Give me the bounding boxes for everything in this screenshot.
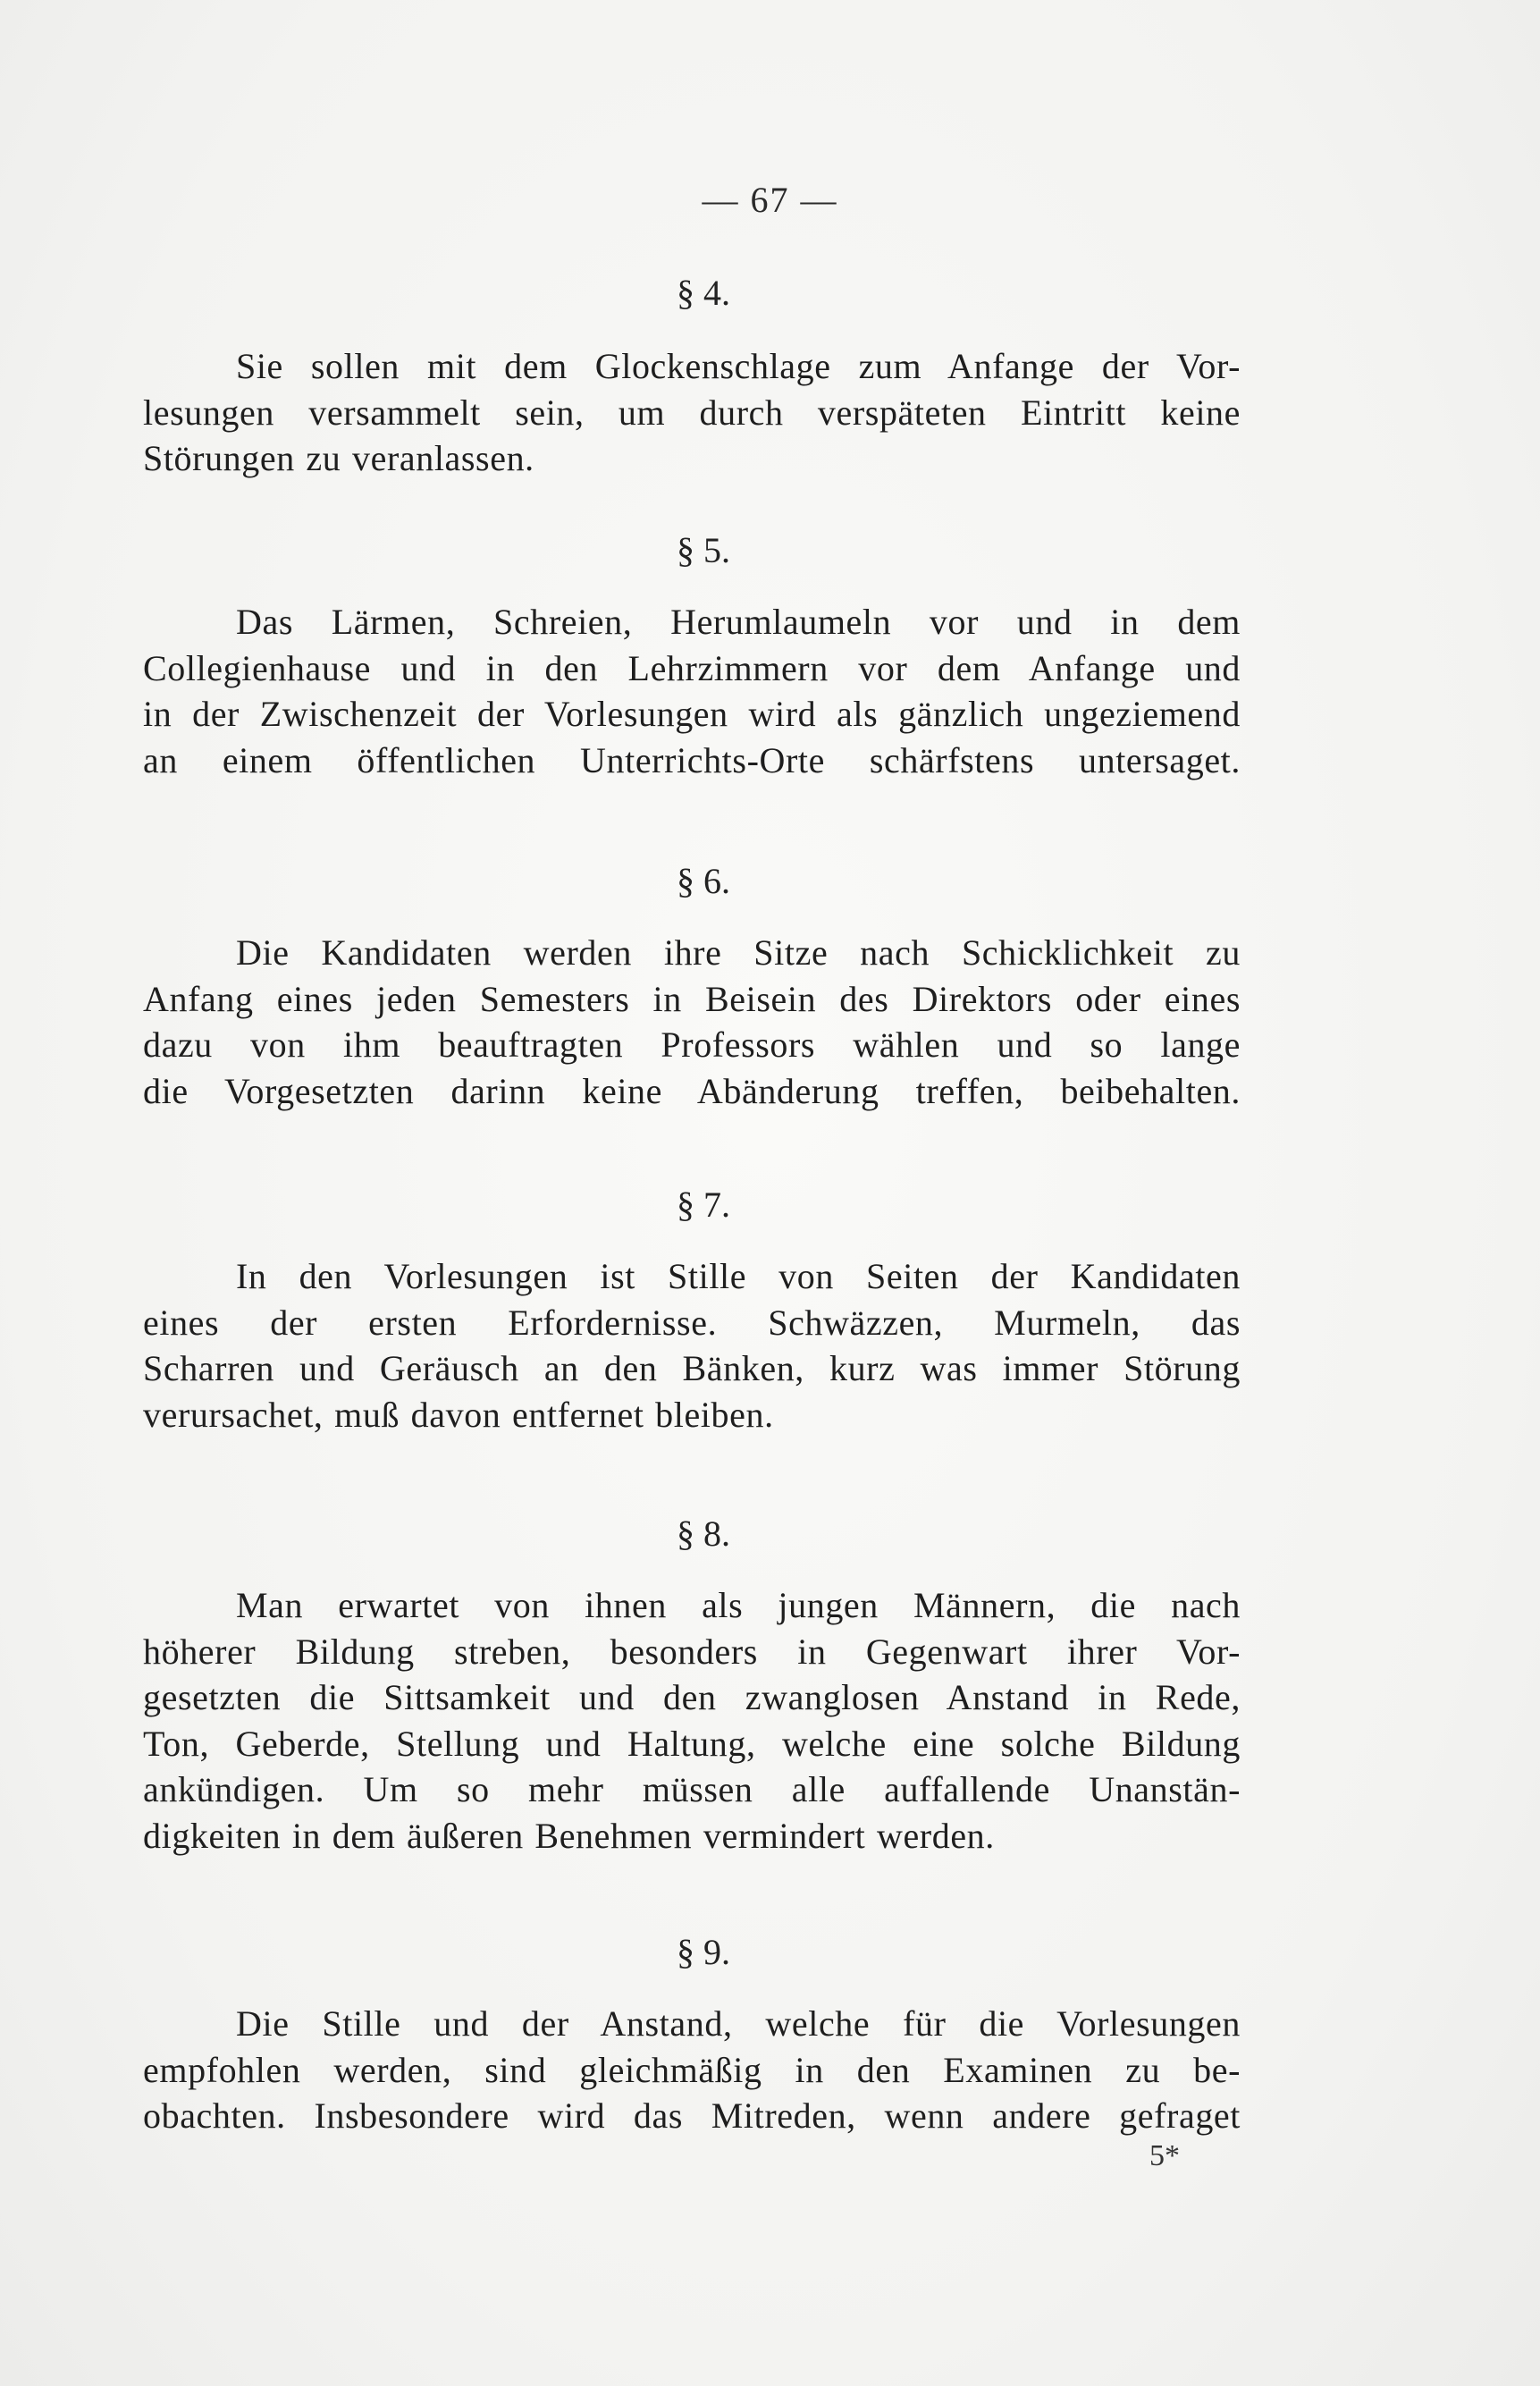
text-line: Man erwartet von ihnen als jungen Männern, die nach: [236, 1585, 1241, 1625]
text-line: höherer Bildung streben, besonders in Gegenwart ihrer Vor-: [143, 1631, 1241, 1672]
text-line: Sie sollen mit dem Glockenschlage zum Anfange der Vor-: [236, 346, 1241, 386]
section-4: [143, 268, 1241, 482]
text-line: obachten. Insbesondere wird das Mitreden, wenn andere gefraget: [143, 2095, 1241, 2136]
text-line: Die Kandidaten werden ihre Sitze nach Schicklichkeit zu: [236, 932, 1241, 973]
text-line: Die Stille und der Anstand, welche für die Vorlesungen: [236, 2003, 1241, 2044]
text-line: digkeiten in dem äußeren Benehmen vermindert werden.: [143, 1815, 995, 1856]
text-line: In den Vorlesungen ist Stille von Seiten der Kandidaten: [236, 1256, 1241, 1296]
text-line: dazu von ihm beauftragten Professors wählen und so lange: [143, 1024, 1241, 1065]
section-paragraph: [143, 599, 1241, 783]
text-line: Das Lärmen, Schreien, Herumlaumeln vor und in dem: [236, 602, 1241, 642]
text-line: in der Zwischenzeit der Vorlesungen wird als gänzlich ungeziemend: [143, 694, 1241, 734]
section-heading: § 7.: [677, 1185, 730, 1225]
section-5: [143, 526, 1241, 783]
text-line: gesetzten die Sittsamkeit und den zwanglosen Anstand in Rede,: [143, 1677, 1241, 1717]
section-7: [143, 1180, 1241, 1438]
section-9: [143, 1927, 1241, 2139]
text-line: Anfang eines jeden Semesters in Beisein des Direktors oder eines: [143, 978, 1241, 1019]
section-6: [143, 856, 1241, 1114]
section-heading: § 8.: [677, 1513, 730, 1554]
text-line: Collegienhause und in den Lehrzimmern vor dem Anfange und: [143, 647, 1241, 688]
section-paragraph: [143, 930, 1241, 1114]
signature-mark: 5*: [1149, 2139, 1180, 2172]
text-line: Störungen zu veranlassen.: [143, 438, 534, 478]
text-line: ankündigen. Um so mehr müssen alle auffallende Unanstän-: [143, 1769, 1241, 1809]
section-heading: § 9.: [677, 1932, 730, 1972]
text-line: Ton, Geberde, Stellung und Haltung, welche eine solche Bildung: [143, 1723, 1241, 1764]
page-number: — 67 —: [702, 180, 838, 220]
section-8: [143, 1509, 1241, 1859]
text-line: verursachet, muß davon entfernet bleiben.: [143, 1394, 774, 1435]
text-line: Scharren und Geräusch an den Bänken, kurz was immer Störung: [143, 1348, 1241, 1388]
section-paragraph: [143, 1582, 1241, 1859]
text-line: die Vorgesetzten darinn keine Abänderung treffen, beibehalten.: [143, 1070, 1241, 1111]
text-line: lesungen versammelt sein, um durch verspäteten Eintritt keine: [143, 392, 1241, 433]
section-heading: § 4.: [677, 273, 730, 313]
text-line: an einem öffentlichen Unterrichts-Orte schärfstens untersaget.: [143, 739, 1241, 780]
section-paragraph: [143, 2001, 1241, 2139]
section-heading: § 5.: [677, 530, 730, 570]
section-paragraph: [143, 1253, 1241, 1438]
text-line: eines der ersten Erfordernisse. Schwäzzen, Murmeln, das: [143, 1302, 1241, 1343]
section-heading: § 6.: [677, 861, 730, 901]
text-line: empfohlen werden, sind gleichmäßig in den Examinen zu be-: [143, 2049, 1241, 2090]
section-paragraph: [143, 343, 1241, 482]
